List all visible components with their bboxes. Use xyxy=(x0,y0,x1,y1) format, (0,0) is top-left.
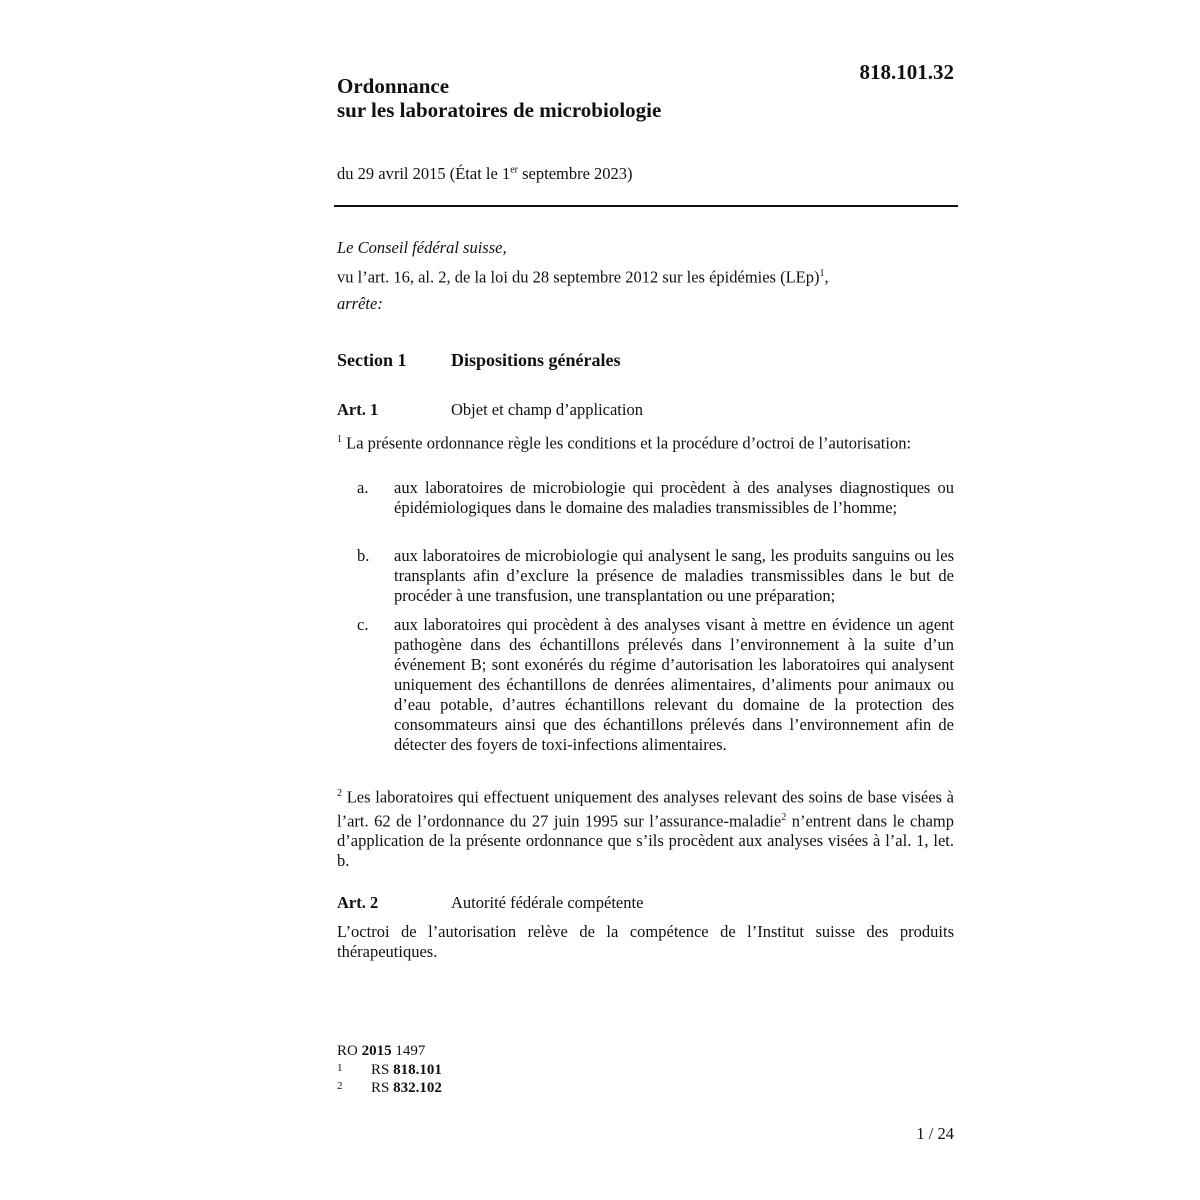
footnote-ref-1[interactable]: 1 xyxy=(819,268,825,279)
list-item-c xyxy=(357,615,954,755)
paragraph-text-cont: n’entrent dans le champ d’application de la présente ordonnance que s’ils procèdent aux analyses visées à l’al. 1, let. b. xyxy=(337,811,954,870)
date-superscript: er xyxy=(510,164,518,176)
section-title: Dispositions générales xyxy=(451,350,621,370)
list-item-text: aux laboratoires de microbiologie qui procèdent à des analyses diagnostiques ou épidémiologiques dans le domaine des maladies transmissibles de l’homme; xyxy=(394,478,954,517)
preamble-basis xyxy=(337,261,957,291)
footnote-ref: 832.102 xyxy=(393,1080,442,1096)
list-item-letter: a. xyxy=(357,478,369,497)
title-divider xyxy=(334,205,958,207)
document-date xyxy=(337,164,633,184)
footnote-ref-2[interactable]: 2 xyxy=(781,811,787,823)
preamble xyxy=(337,235,957,317)
footnote-ref: 818.101 xyxy=(393,1062,442,1078)
section-heading xyxy=(337,350,621,371)
article-1-title: Objet et champ d’application xyxy=(451,400,643,419)
article-2-number: Art. 2 xyxy=(337,893,379,912)
footnote-number: 2 xyxy=(337,1080,343,1092)
date-prefix: du 29 avril 2015 (État le 1 xyxy=(337,164,511,183)
article-2-heading xyxy=(337,893,643,913)
sr-number: 818.101.32 xyxy=(859,60,954,84)
list-item-a xyxy=(357,478,954,518)
list-item-letter: b. xyxy=(357,546,370,565)
paragraph-number: 2 xyxy=(337,788,342,799)
page-number: 1 / 24 xyxy=(916,1124,954,1143)
paragraph-number: 1 xyxy=(337,434,342,445)
ro-prefix: RO xyxy=(337,1043,362,1059)
list-item-b xyxy=(357,546,954,606)
article-2-text: L’octroi de l’autorisation relève de la compétence de l’Institut suisse des produits thérapeutiques. xyxy=(337,922,954,961)
section-number: Section 1 xyxy=(337,350,407,370)
ro-reference xyxy=(337,1043,425,1060)
title-line-1: Ordonnance xyxy=(337,74,450,98)
paragraph-text: Les laboratoires qui effectuent uniquement des analyses relevant des soins de base visées à l’art. 62 de l’ordonnance du 27 juin 1995 sur l’assurance-maladie xyxy=(337,787,954,830)
date-suffix: septembre 2023) xyxy=(518,164,633,183)
article-1-heading xyxy=(337,400,643,420)
footnote-prefix: RS xyxy=(371,1062,394,1078)
article-1-paragraph-2 xyxy=(337,784,954,871)
basis-text: vu l’art. 16, al. 2, de la loi du 28 septembre 2012 sur les épidémies (LEp) xyxy=(337,267,820,287)
list-item-text: aux laboratoires de microbiologie qui analysent le sang, les produits sanguins ou les transplants afin d’exclure la présence de maladies transmissibles dans le but de procéder à une transfusion, une transplantation ou une préparation; xyxy=(394,546,954,605)
preamble-decree: arrête: xyxy=(337,293,383,313)
article-2-title: Autorité fédérale compétente xyxy=(451,893,644,912)
article-1-number: Art. 1 xyxy=(337,400,379,419)
preamble-authority: Le Conseil fédéral suisse, xyxy=(337,238,507,257)
document-title xyxy=(337,74,661,122)
article-1-paragraph-1 xyxy=(337,430,954,454)
title-line-2: sur les laboratoires de microbiologie xyxy=(337,98,662,122)
basis-end: , xyxy=(824,267,829,287)
footnote-number: 1 xyxy=(337,1062,343,1074)
footnote-1 xyxy=(337,1062,442,1079)
footnote-2 xyxy=(337,1080,442,1097)
list-item-text: aux laboratoires qui procèdent à des analyses visant à mettre en évidence un agent pathogène dans des échantillons prélevés dans l’environnement à la suite d’un événement B; sont exonérés du régime d’autorisation les laboratoires qui analysent uniquement des échantillons de denrées alimentaires, d’aliments pour animaux ou d’eau potable, d’autres échantillons relevant du domaine de la protection des consommateurs ainsi que des échantillons prélevés dans l’environnement afin de détecter des foyers de toxi-infections alimentaires. xyxy=(394,615,954,754)
list-item-letter: c. xyxy=(357,615,369,634)
paragraph-text: La présente ordonnance règle les conditions et la procédure d’octroi de l’autorisation: xyxy=(342,433,912,453)
ro-year: 2015 xyxy=(361,1043,392,1059)
footnote-prefix: RS xyxy=(371,1080,394,1096)
ro-page: 1497 xyxy=(391,1043,426,1059)
